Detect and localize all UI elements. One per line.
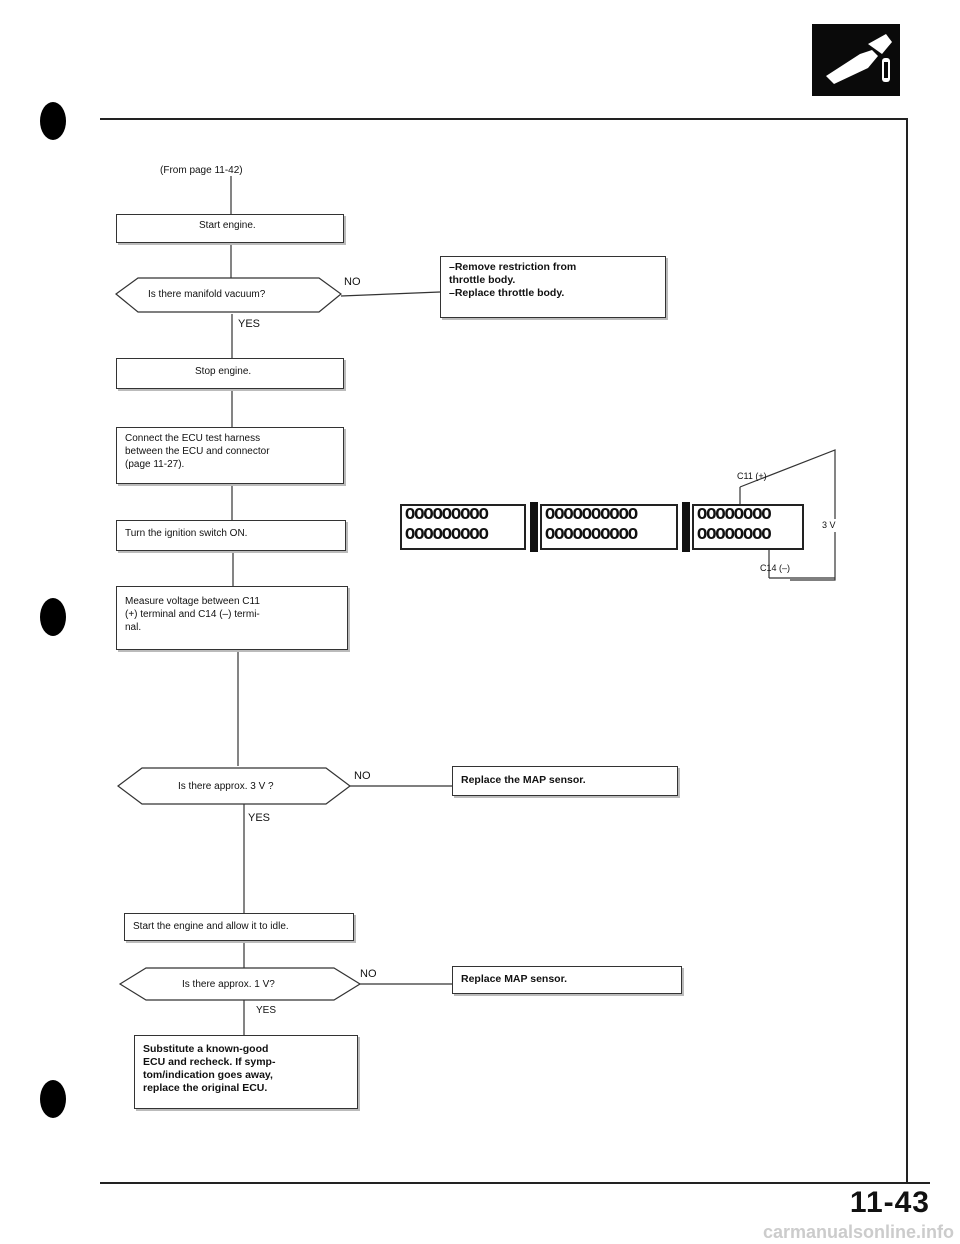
measure-voltage-box (116, 586, 348, 650)
connector-right-row2: OOOOOOOO (697, 526, 771, 545)
substitute-line4: replace the original ECU. (143, 1082, 268, 1094)
replace-map-box-2 (452, 966, 682, 994)
yes-label-1: YES (238, 318, 261, 330)
start-engine-text: Start engine. (199, 220, 256, 231)
connect-ecu-line3: (page 11-27). (125, 459, 185, 470)
no-label-3: NO (360, 968, 377, 980)
remove-restriction-line1: –Remove restriction from (449, 261, 577, 273)
yes-label-2: YES (248, 812, 271, 824)
connector-middle-row1: OOOOOOOOOO (545, 506, 638, 525)
question-vacuum: Is there manifold vacuum? (148, 289, 266, 300)
connect-ecu-box (116, 427, 344, 484)
no-label-1: NO (344, 276, 361, 288)
footer-rule (100, 1182, 930, 1184)
connect-ecu-line1: Connect the ECU test harness (125, 433, 261, 444)
question-1v: Is there approx. 1 V? (182, 979, 275, 990)
connector-divider-2 (682, 502, 690, 552)
substitute-line1: Substitute a known-good (143, 1043, 269, 1055)
turn-ignition-box (116, 520, 346, 551)
turn-ignition-text: Turn the ignition switch ON. (125, 528, 248, 539)
page-number: 11-43 (849, 1186, 930, 1219)
no-label-2: NO (354, 770, 371, 782)
start-engine-box (116, 214, 344, 243)
connector-right-row1: OOOOOOOO (697, 506, 771, 525)
connector-middle-row2: OOOOOOOOOO (545, 526, 638, 545)
watermark: carmanualsonline.info (762, 1222, 954, 1242)
replace-map-text-2: Replace MAP sensor. (461, 973, 568, 985)
remove-restriction-box (440, 256, 666, 318)
start-idle-box (124, 913, 354, 941)
from-page-label: (From page 11-42) (160, 165, 243, 176)
voltage-label: 3 V (822, 520, 836, 530)
stop-engine-text: Stop engine. (195, 366, 252, 377)
connector-left-row1: OOOOOOOOO (405, 506, 488, 525)
yes-label-3: YES (256, 1005, 277, 1016)
measure-voltage-line1: Measure voltage between C11 (125, 596, 260, 607)
connector-left-row2: OOOOOOOOO (405, 526, 488, 545)
c14-terminal-label: C14 (–) (760, 563, 791, 573)
connector-divider-1 (530, 502, 538, 552)
substitute-line3: tom/indication goes away, (143, 1069, 273, 1081)
replace-map-box-1 (452, 766, 678, 796)
connector-right (692, 504, 804, 550)
remove-restriction-line2: throttle body. (449, 274, 516, 286)
question-3v: Is there approx. 3 V ? (178, 781, 274, 792)
stop-engine-box (116, 358, 344, 389)
connect-ecu-line2: between the ECU and connector (125, 446, 270, 457)
remove-restriction-line3: –Replace throttle body. (449, 287, 565, 299)
replace-map-text-1: Replace the MAP sensor. (461, 774, 586, 786)
c11-terminal-label: C11 (+) (737, 471, 767, 481)
substitute-line2: ECU and recheck. If symp- (143, 1056, 276, 1068)
measure-voltage-line2: (+) terminal and C14 (–) termi- (125, 609, 260, 620)
connector-middle (540, 504, 678, 550)
measure-voltage-line3: nal. (125, 622, 142, 633)
substitute-ecu-box (134, 1035, 358, 1109)
start-idle-text: Start the engine and allow it to idle. (133, 921, 289, 932)
connector-left (400, 504, 526, 550)
